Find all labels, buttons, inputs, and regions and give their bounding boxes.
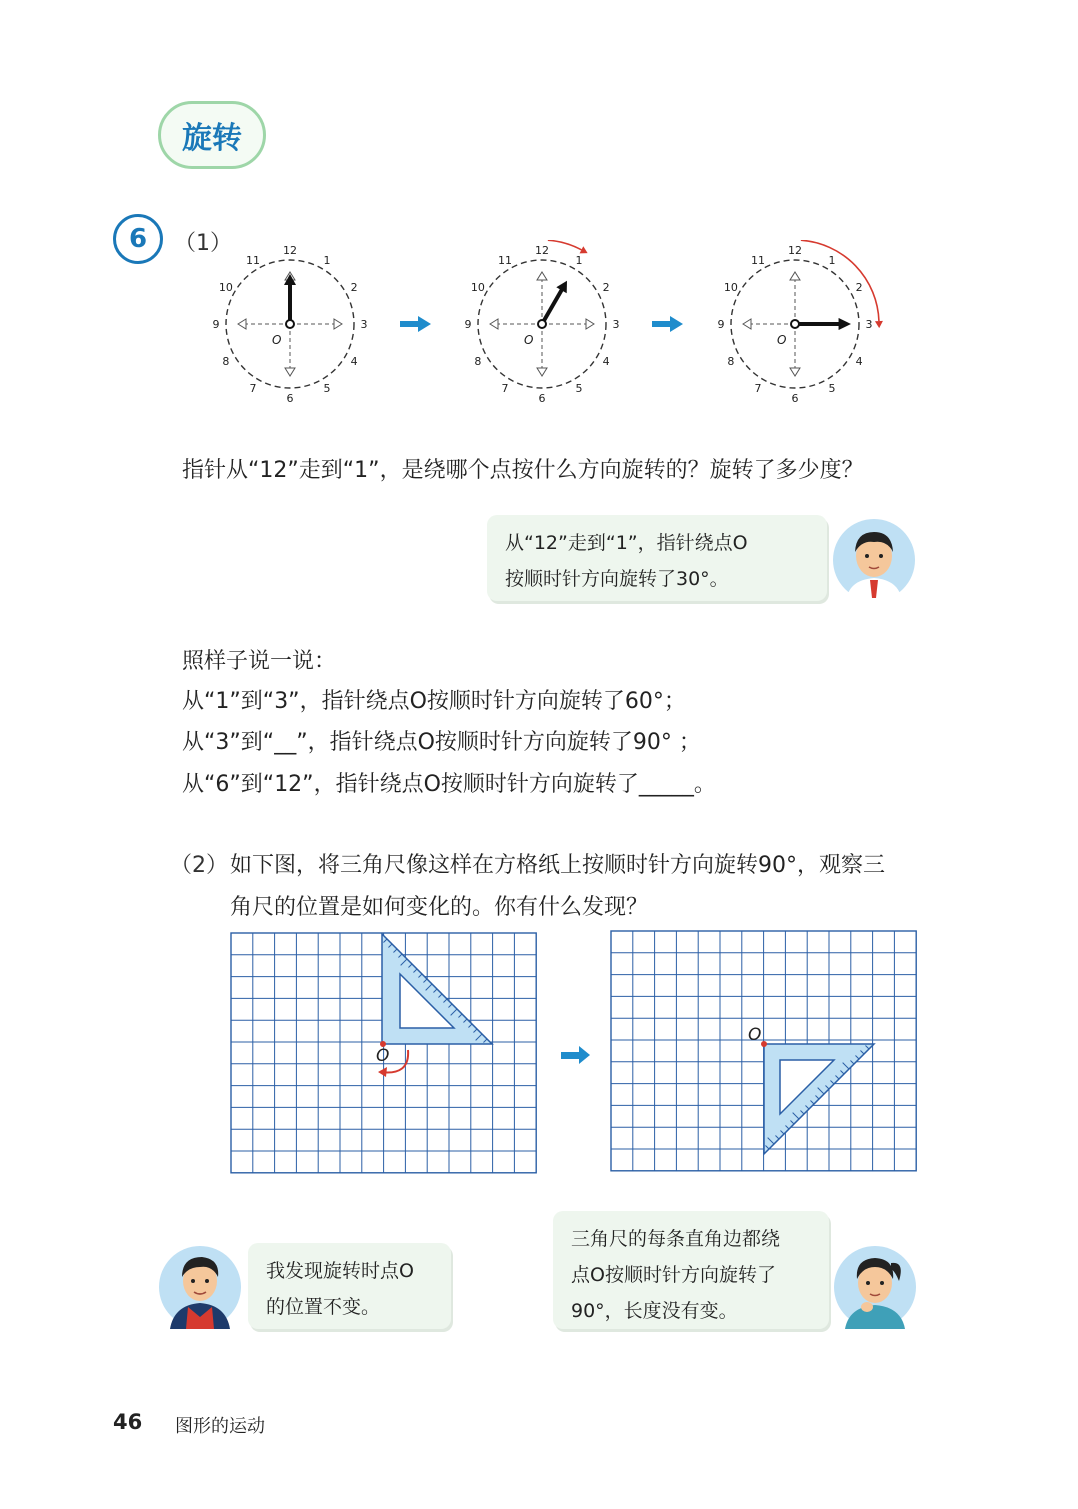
- boy-avatar: [158, 1245, 242, 1329]
- instruction-text: 照样子说一说：: [182, 649, 337, 674]
- chapter-title: 图形的运动: [175, 1416, 265, 1437]
- arrow-right-icon: [652, 316, 683, 332]
- part1-question: 指针从“12”走到“1”，是绕哪个点按什么方向旋转的？旋转了多少度？: [182, 458, 864, 483]
- clock-number: 8: [474, 355, 482, 368]
- clock-number: 10: [470, 281, 485, 294]
- clock-number: 12: [788, 244, 802, 257]
- clock-number: 6: [286, 392, 294, 405]
- bubble-line: 三角尺的每条直角边都绕: [571, 1228, 781, 1250]
- clock-number: 7: [754, 382, 762, 396]
- clock-number: 9: [464, 318, 472, 331]
- part2-question-line-1: 如下图，将三角尺像这样在方格纸上按顺时针方向旋转90°，观察三: [230, 853, 885, 878]
- clock-number: 6: [538, 392, 546, 405]
- bubble-line: 从“12”走到“1”，指针绕点O: [505, 532, 748, 554]
- clock-number: 9: [212, 318, 220, 331]
- arrow-right-icon: [561, 1046, 590, 1064]
- center-label: O: [272, 333, 282, 347]
- clock-face: [465, 240, 620, 405]
- point-o-label: O: [376, 1046, 390, 1066]
- speech-bubble-boy: [487, 515, 827, 601]
- clock-number: 1: [575, 253, 583, 267]
- clock-number: 3: [865, 318, 873, 331]
- grid-figure: [228, 930, 928, 1180]
- clock-number: 7: [501, 382, 509, 396]
- clock-number: 5: [828, 382, 836, 396]
- clock-number: 2: [602, 281, 610, 294]
- center-label: O: [777, 333, 787, 347]
- clock-number: 1: [323, 253, 331, 267]
- speech-bubble-left: [248, 1243, 451, 1329]
- clock-face: [718, 240, 883, 405]
- clock-number: 9: [717, 318, 725, 331]
- speech-bubble-right: [553, 1211, 829, 1329]
- clock-number: 3: [360, 318, 368, 331]
- girl-avatar: [833, 1245, 917, 1329]
- part2-question-line-2: 角尺的位置是如何变化的。你有什么发现？: [230, 895, 649, 920]
- arrow-right-icon: [400, 316, 431, 332]
- clock-number: 8: [222, 355, 230, 368]
- bubble-line: 按顺时针方向旋转了30°。: [505, 568, 729, 590]
- bubble-line: 的位置不变。: [266, 1296, 381, 1318]
- bubble-line: 我发现旋转时点O: [266, 1260, 414, 1282]
- clock-number: 1: [828, 253, 836, 267]
- clock-number: 4: [350, 355, 358, 368]
- clock-number: 5: [323, 382, 331, 396]
- clock-number: 2: [855, 281, 863, 294]
- clock-face: [213, 244, 368, 405]
- clock-number: 5: [575, 382, 583, 396]
- clock-number: 4: [602, 355, 610, 368]
- part2-label: （2）: [170, 853, 228, 878]
- example-line-3: 从“6”到“12”，指针绕点O按顺时针方向旋转了_____。: [182, 772, 716, 797]
- center-point: [761, 1041, 767, 1047]
- clock-number: 12: [283, 244, 297, 257]
- clocks-figure: [205, 240, 915, 410]
- clock-number: 4: [855, 355, 863, 368]
- clock-number: 2: [350, 281, 358, 294]
- clock-number: 3: [612, 318, 620, 331]
- section-title: 旋转: [158, 101, 266, 169]
- page-number: 46: [113, 1410, 143, 1434]
- clock-number: 7: [249, 382, 257, 396]
- part1-label: （1）: [174, 231, 232, 256]
- clock-number: 11: [498, 253, 512, 267]
- clock-number: 10: [218, 281, 233, 294]
- clock-number: 11: [751, 253, 765, 267]
- clock-number: 12: [535, 244, 549, 257]
- point-o-label: O: [748, 1025, 762, 1045]
- clock-number: 11: [246, 253, 260, 267]
- bubble-line: 90°，长度没有变。: [571, 1300, 738, 1322]
- bubble-line: 点O按顺时针方向旋转了: [571, 1264, 776, 1286]
- example-line-2: 从“3”到“__”，指针绕点O按顺时针方向旋转了90° ；: [182, 730, 701, 755]
- center-label: O: [524, 333, 534, 347]
- clock-number: 10: [723, 281, 738, 294]
- example-number-badge: 6: [113, 214, 163, 264]
- boy-avatar: [832, 518, 916, 602]
- clock-number: 8: [727, 355, 735, 368]
- example-line-1: 从“1”到“3”，指针绕点O按顺时针方向旋转了60°；: [182, 689, 686, 714]
- clock-number: 6: [791, 392, 799, 405]
